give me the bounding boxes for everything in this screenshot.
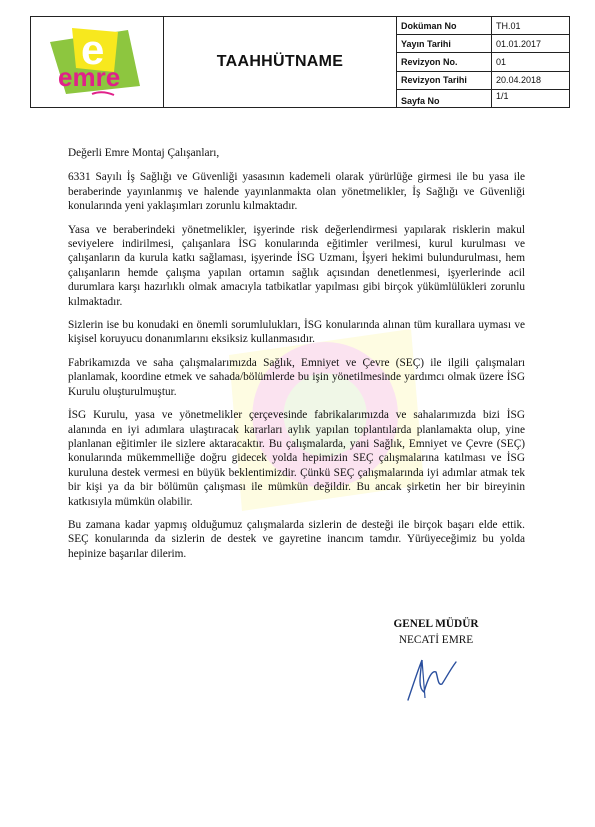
meta-label: Revizyon Tarihi — [397, 72, 492, 89]
meta-row — [397, 53, 569, 71]
letter-paragraph: Bu zamana kadar yapmış olduğumuz çalışmalarda sizlerin de desteği ile birçok başarı elde ettik. SEÇ konularında da sizlerin de destek ve gayretine inancım tamdır. Yürüyeceğimiz bu yolda hepinize başarılar dilerim. — [68, 518, 525, 560]
document-header — [30, 16, 570, 108]
meta-label: Doküman No — [397, 17, 492, 34]
letter-paragraph: Yasa ve beraberindeki yönetmelikler, işyerinde risk değerlendirmesi yapılarak risklerin makul seviyelere indirilmesi, çalışanlara İSG konularında eğitimler verilmesi, kurul kurulması ve çalışanların da kurula katkı sağlaması, işyerinde İSG Uzmanı, İşyeri hekimi bulundurulması, hem çalışanların hemde çalışma yapılan ortamın sağlık açısından denetlenmesi, işyerlerinde acil durumlara karşı hazırlıklı olmak amacıyla tatbikatlar yapılması gibi birçok yükümlülükleri zorunlu kılmaktadır. — [68, 223, 525, 308]
letter-paragraph: Fabrikamızda ve saha çalışmalarımızda Sağlık, Emniyet ve Çevre (SEÇ) ile ilgili çalışmaları planlamak, koordine etmek ve sahada/bölümlerde bu işin yönetilmesinde yardımcı olmak üzere İSG Kurulu oluşturulmuştur. — [68, 356, 525, 398]
meta-row — [397, 90, 569, 107]
handwritten-signature-icon — [398, 648, 468, 708]
letter-paragraph: 6331 Sayılı İş Sağlığı ve Güvenliği yasasının kademeli olarak yürürlüğe girmesi ile bu yasa ile beraberinde yayınlanmış ve halende yayınlanmakta olan yönetmelikler, İş Sağlığı ve Güvenliği konularında yeni yaklaşımları zorunlu kılmaktadır. — [68, 171, 525, 213]
logo-cell — [31, 17, 164, 107]
svg-text:emre: emre — [58, 62, 121, 92]
meta-row — [397, 72, 569, 90]
meta-value: 20.04.2018 — [496, 75, 542, 86]
meta-value: 01 — [496, 57, 507, 67]
svg-text:e: e — [81, 26, 105, 73]
signatory-name: NECATİ EMRE — [398, 634, 474, 646]
emre-logo-icon — [42, 22, 152, 102]
letter-paragraph: Sizlerin ise bu konudaki en önemli sorumlulukları, İSG konularında alınan tüm kurallara uyması ve kişisel koruyucu donanımlarını eksiksiz kullanmasıdır. — [68, 319, 525, 346]
document-title: TAAHHÜTNAME — [164, 17, 397, 107]
letter-greeting: Değerli Emre Montaj Çalışanları, — [68, 147, 220, 159]
meta-label: Yayın Tarihi — [397, 35, 492, 52]
meta-label: Sayfa No — [397, 90, 492, 107]
document-meta-table — [397, 17, 569, 107]
meta-value: TH.01 — [496, 20, 521, 31]
meta-label: Revizyon No. — [397, 53, 492, 70]
signature-block — [386, 616, 486, 648]
meta-row — [397, 35, 569, 53]
meta-value: 1/1 — [496, 90, 509, 101]
meta-row — [397, 17, 569, 35]
letter-body — [68, 146, 525, 570]
meta-value: 01.01.2017 — [496, 38, 542, 49]
signatory-role: GENEL MÜDÜR — [393, 618, 479, 630]
letter-paragraph: İSG Kurulu, yasa ve yönetmelikler çerçevesinde fabrikalarımızda ve sahalarımızda bizi İSG alanında en iyi adımlara ulaştıracak kararları aylık yapılan toplantılarda planlamakta olup, yine planlanan eğitimler ile sizlere aktaracaktır. Bu çalışmalarda, yani Sağlık, Emniyet ve Çevre (SEÇ) konularında mükemmelliğe doğru gidecek yolda hepimizin SEÇ çalışmalarına katılması ve İSG kuruluna destek vermesi en büyük beklentimizdir. Çünkü SEÇ çalışmalarında iyi adımlar atmak tek bir kişi ya da bir bölümün çalışması ile mümkün değildir. Bu ancak şirketin her bir bireyinin katkısıyla mümkün olabilir. — [68, 409, 525, 508]
